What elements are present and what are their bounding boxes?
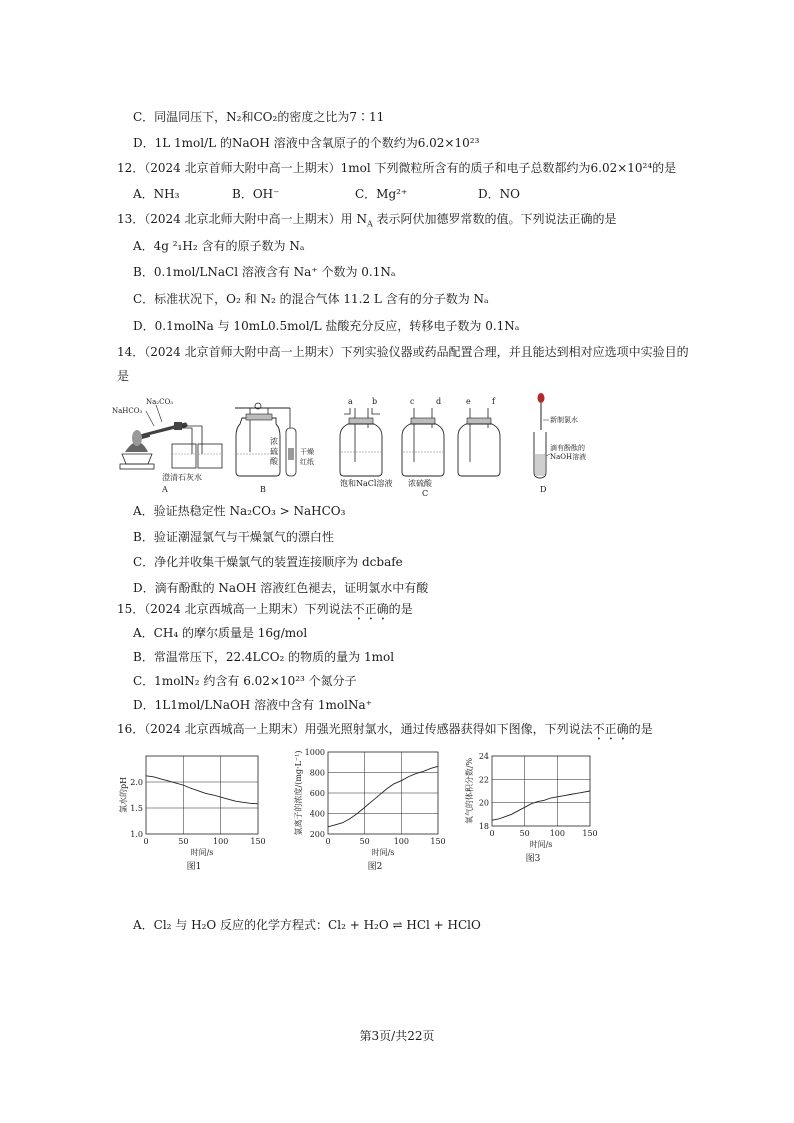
y-tick-label: 24 [478, 752, 489, 761]
y-tick-label: 800 [309, 768, 325, 778]
series-line [492, 791, 590, 820]
label-b-dry: 干燥 [300, 448, 314, 456]
label-limewater: 澄清石灰水 [162, 473, 202, 482]
q12-option-b: B．OH⁻ [232, 187, 280, 201]
series-line [328, 766, 438, 826]
q12-option-a: A．NH₃ [133, 187, 180, 201]
label-c-nacl: 饱和NaCl溶液 [340, 479, 393, 488]
q13-option-b: B．0.1mol/LNaCl 溶液含有 Na⁺ 个数为 0.1Nₐ [133, 265, 396, 279]
q15-stem [117, 601, 413, 623]
label-b-red-paper: 红纸 [300, 458, 314, 466]
y-axis-label: 氯水的pH [119, 776, 128, 814]
label-d-phenol-2: NaOH溶液 [550, 453, 587, 461]
y-axis-label: 氧气的体积分数/% [465, 757, 474, 825]
q16-stem-post: 的是 [628, 722, 653, 736]
q11-option-d: D．1L 1mol/L 的NaOH 溶液中含氧原子的个数约为6.02×10²³ [133, 136, 480, 150]
port-a: a [348, 397, 353, 406]
y-axis-label: 氯离子的浓度/(mg·L⁻¹) [294, 750, 303, 836]
label-apparatus-c: C [422, 489, 429, 498]
q15-stem-pre: 15．（2024 北京西城高一上期末）下列说法 [117, 602, 353, 616]
chart-oxygen [464, 752, 598, 864]
label-b-conc-1: 浓 [270, 437, 278, 446]
label-b-conc-2: 硫 [270, 447, 278, 456]
x-tick-label: 50 [178, 837, 189, 846]
x-tick-label: 0 [489, 829, 495, 838]
port-b: b [372, 397, 378, 406]
label-na2co3: Na₂CO₃ [146, 398, 174, 406]
q13-stem [117, 211, 617, 232]
x-tick-label: 50 [359, 837, 370, 846]
q14-stem-line2: 是 [117, 369, 130, 383]
label-apparatus-a: A [162, 485, 168, 494]
x-axis-label: 时间/s [371, 848, 395, 857]
port-c: c [410, 397, 415, 406]
chart-chloride [293, 748, 446, 872]
plot-frame [146, 756, 258, 834]
x-tick-label: 0 [325, 837, 331, 846]
port-e: e [466, 397, 471, 406]
chart-ph [118, 756, 266, 872]
x-tick-label: 100 [213, 837, 229, 846]
q15-option-d: D．1L1mol/LNaOH 溶液中含有 1molNa⁺ [133, 698, 372, 712]
x-tick-label: 150 [582, 829, 598, 838]
x-tick-label: 50 [519, 829, 530, 838]
x-tick-label: 150 [250, 837, 266, 846]
label-d-chlorine-water: 新制氯水 [550, 416, 578, 424]
label-apparatus-b: B [260, 485, 266, 494]
q16-stem-pre: 16．（2024 北京西城高一上期末）用强光照射氯水，通过传感器获得如下图像，下列说法 [117, 722, 593, 736]
x-axis-label: 时间/s [190, 848, 214, 857]
q12-option-c: C．Mg²⁺ [355, 187, 408, 201]
q14-option-b: B．验证潮湿氯气与干燥氯气的漂白性 [133, 530, 334, 544]
q15-option-c: C．1molN₂ 约含有 6.02×10²³ 个氮分子 [133, 674, 357, 688]
y-tick-label: 20 [478, 798, 489, 808]
label-b-conc-3: 酸 [270, 457, 278, 466]
x-axis-label: 时间/s [529, 840, 553, 849]
q14-apparatus-figure [110, 392, 587, 498]
label-apparatus-d: D [540, 485, 547, 494]
bottle-nacl [340, 408, 382, 476]
q13-option-a: A．4g ²₁H₂ 含有的原子数为 Nₐ [133, 239, 305, 253]
q16-charts [110, 748, 620, 888]
q15-stem-emphasis: 不正确 [352, 602, 389, 616]
q14-stem-line1: 14．（2024 北京首师大附中高一上期末）下列实验仪器或药品配置合理，并且能达到相对应选项中实验目的 [117, 345, 689, 359]
q13-option-d: D．0.1molNa 与 10mL0.5mol/L 盐酸充分反应，转移电子数为 0.1Nₐ [133, 319, 520, 333]
bottle-h2so4 [402, 408, 444, 476]
q13-stem-rest: 表示阿伏加德罗常数的值。下列说法正确的是 [372, 212, 617, 226]
port-d: d [436, 397, 442, 406]
q14-option-d: D．滴有酚酞的 NaOH 溶液红色褪去，证明氯水中有酸 [133, 581, 429, 595]
page-footer: 第3页/共22页 [359, 1029, 435, 1043]
q12-option-d: D．NO [478, 187, 520, 201]
y-tick-label: 22 [478, 775, 489, 785]
label-c-h2so4: 浓硫酸 [408, 479, 432, 488]
chart-title: 图1 [186, 862, 202, 872]
label-d-phenol-1: 滴有酚酞的 [550, 444, 585, 452]
series-line [146, 776, 258, 804]
y-tick-label: 400 [309, 809, 325, 819]
y-tick-label: 2.0 [130, 778, 143, 787]
x-tick-label: 0 [143, 837, 149, 846]
q15-option-a: A．CH₄ 的摩尔质量是 16g/mol [133, 626, 308, 640]
apparatus-d [534, 393, 586, 494]
apparatus-a [112, 398, 222, 494]
x-tick-label: 150 [430, 837, 446, 846]
q16-stem-emphasis: 不正确 [592, 722, 629, 736]
q15-stem-post: 的是 [388, 602, 413, 616]
chart-title: 图3 [525, 854, 541, 864]
apparatus-b [235, 403, 314, 494]
label-nahco3: NaHCO₃ [112, 407, 143, 415]
chart-title: 图2 [367, 862, 383, 872]
x-tick-label: 100 [393, 837, 409, 846]
q13-stem-sub: A [366, 219, 373, 229]
q12-stem: 12．（2024 北京首师大附中高一上期末）1mol 下列微粒所含有的质子和电子总数都约为6.02×10²⁴的是 [117, 161, 677, 175]
q16-option-a: A．Cl₂ 与 H₂O 反应的化学方程式：Cl₂ + H₂O ⇌ HCl + HClO [133, 918, 481, 932]
q16-stem [117, 721, 653, 743]
y-tick-label: 200 [309, 830, 325, 839]
q13-option-c: C．标准状况下，O₂ 和 N₂ 的混合气体 11.2 L 含有的分子数为 Nₐ [133, 292, 489, 306]
y-tick-label: 600 [309, 789, 325, 798]
plot-frame [492, 756, 590, 826]
y-tick-label: 1000 [304, 748, 325, 757]
q14-option-c: C．净化并收集干燥氯气的装置连接顺序为 dcbafe [133, 555, 403, 569]
q13-stem-text: 13．（2024 北京北师大附中高一上期末）用 N [117, 212, 367, 226]
y-tick-label: 1.0 [130, 830, 143, 839]
q15-option-b: B．常温常压下，22.4LCO₂ 的物质的量为 1mol [133, 650, 395, 664]
y-tick-label: 18 [478, 822, 489, 831]
apparatus-c [340, 397, 500, 498]
q11-option-c: C．同温同压下，N₂和CO₂的密度之比为7∶11 [133, 110, 385, 124]
q14-option-a: A．验证热稳定性 Na₂CO₃ > NaHCO₃ [133, 504, 346, 518]
y-tick-label: 1.5 [130, 804, 143, 813]
bottle-empty [458, 408, 500, 476]
x-tick-label: 100 [549, 829, 565, 838]
port-f: f [492, 397, 495, 406]
